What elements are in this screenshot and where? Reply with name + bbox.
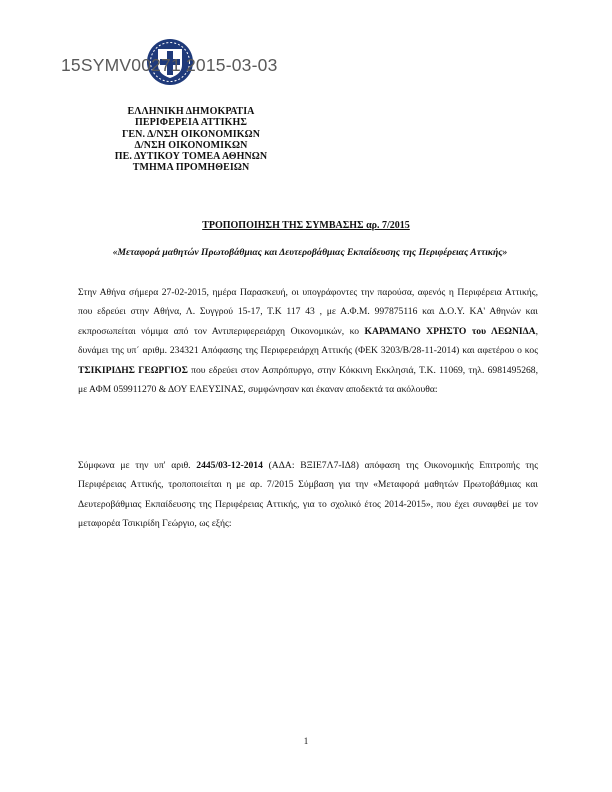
paragraph-text: (ΑΔΑ: ΒΞΙΕ7Λ7-ΙΔ8) απόφαση της Οικονομικής Επιτροπής της Περιφέρειας Αττικής, τροποποιείται η με αρ. 7/2015 Σύμβαση για την «Μεταφορά μαθητών Πρωτοβάθμιας και Δευτεροβάθμιας Εκπαίδευσης της Περιφέρειας Αττικής, για το σχολικό έτος 2014-2015», που έχει συναφθεί με τον μεταφορέα Τσικιρίδη Γεώργιο, ως εξής: bbox=[78, 460, 538, 530]
decision-number: 2445/03-12-2014 bbox=[196, 460, 263, 471]
representative-name: ΚΑΡΑΜΑΝΟ ΧΡΗΣΤΟ του ΛΕΩΝΙΔΑ bbox=[364, 325, 536, 337]
paragraph-text: , δυνάμει της υπ΄ αριθμ. 234321 Απόφασης της Περιφερειάρχη Αττικής (ΦΕΚ 3203/Β/28-11-2014) και αφετέρου ο κος bbox=[78, 325, 538, 357]
header-line: ΠΕΡΙΦΕΡΕΙΑ ΑΤΤΙΚΗΣ bbox=[134, 117, 248, 129]
header-line: ΕΛΛΗΝΙΚΗ ΔΗΜΟΚΡΑΤΙΑ bbox=[127, 106, 255, 117]
decision-paragraph bbox=[78, 456, 538, 534]
document-title-text: ΤΡΟΠΟΠΟΙΗΣΗ ΤΗΣ ΣΥΜΒΑΣΗΣ αρ. 7/2015 bbox=[202, 220, 410, 231]
issuing-authority-block bbox=[100, 106, 282, 174]
agreement-paragraph bbox=[78, 283, 538, 399]
header-line: ΠΕ. ΔΥΤΙΚΟΥ ΤΟΜΕΑ ΑΘΗΝΩΝ bbox=[114, 151, 268, 163]
header-line: Δ/ΝΣΗ ΟΙΚΟΝΟΜΙΚΩΝ bbox=[134, 139, 248, 151]
page-number: 1 bbox=[303, 736, 309, 746]
document-title bbox=[60, 220, 552, 231]
contractor-name: ΤΣΙΚΙΡΙΔΗΣ ΓΕΩΡΓΙΟΣ bbox=[78, 364, 188, 376]
header-line: ΓΕΝ. Δ/ΝΣΗ ΟΙΚΟΝΟΜΙΚΩΝ bbox=[121, 128, 261, 140]
paragraph-text: που εδρεύει στον Ασπρόπυργο, στην Κόκκινη Εκκλησιά, Τ.Κ. 11069, τηλ. 6981495268, με ΑΦΜ 059911270 & ΔΟΥ ΕΛΕΥΣΙΝΑΣ, συμφώνησαν και έκαναν αποδεκτά τα ακόλουθα: bbox=[78, 364, 538, 396]
contract-subject: «Μεταφορά μαθητών Πρωτοβάθμιας και Δευτεροβάθμιας Εκπαίδευσης της Περιφέρειας Αττικής» bbox=[112, 247, 508, 258]
document-stamp: 15SYMV00271 2015-03-03 bbox=[61, 55, 278, 75]
header-line: ΤΜΗΜΑ ΠΡΟΜΗΘΕΙΩΝ bbox=[132, 162, 250, 174]
paragraph-text: Στην Αθήνα σήμερα 27-02-2015, ημέρα Παρασκευή, οι υπογράφοντες την παρούσα, αφενός η Περιφέρεια Αττικής, που εδρεύει στην Αθήνα, Λ. Συγγρού 15-17, Τ.Κ 117 43 , με Α.Φ.Μ. 997875116 και Δ.Ο.Υ. ΚΑ' Αθηνών και εκπροσωπείται νόμιμα από τον Αντιπεριφερειάρχη Οικονομικών, κο bbox=[78, 287, 538, 337]
paragraph-text: Σύμφωνα με την υπ' αριθ. bbox=[78, 460, 197, 471]
